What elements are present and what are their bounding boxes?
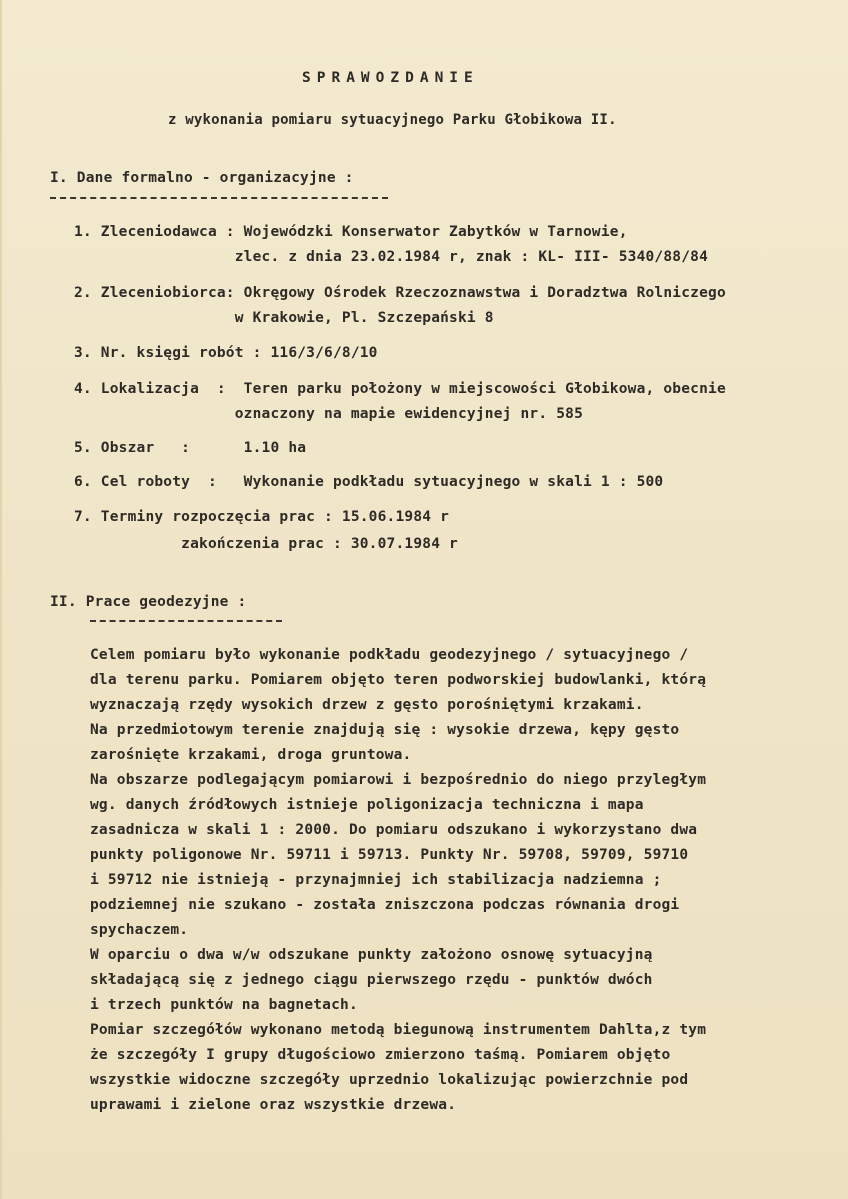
- geodetic-text-line: punkty poligonowe Nr. 59711 i 59713. Punkty Nr. 59708, 59709, 59710: [90, 847, 689, 863]
- formal-item-line: w Krakowie, Pl. Szczepański 8: [74, 310, 494, 326]
- geodetic-text-line: zarośnięte krzakami, droga gruntowa.: [90, 747, 412, 763]
- geodetic-text-line: wszystkie widoczne szczegóły uprzednio lokalizując powierzchnie pod: [90, 1072, 689, 1088]
- formal-item-line: 2. Zleceniobiorca: Okręgowy Ośrodek Rzeczoznawstwa i Doradztwa Rolniczego: [74, 285, 726, 301]
- geodetic-text-line: Celem pomiaru było wykonanie podkładu geodezyjnego / sytuacyjnego /: [90, 647, 689, 663]
- geodetic-text-line: wyznaczają rzędy wysokich drzew z gęsto porośniętymi krzakami.: [90, 697, 644, 713]
- formal-item-line: 4. Lokalizacja : Teren parku położony w miejscowości Głobikowa, obecnie: [74, 381, 726, 397]
- geodetic-text-line: dla terenu parku. Pomiarem objęto teren podworskiej budowlanki, którą: [90, 672, 707, 688]
- geodetic-text-line: zasadnicza w skali 1 : 2000. Do pomiaru odszukano i wykorzystano dwa: [90, 822, 698, 838]
- formal-item-line: 7. Terminy rozpoczęcia prac : 15.06.1984 r: [74, 509, 450, 525]
- document-subtitle: z wykonania pomiaru sytuacyjnego Parku Głobikowa II.: [168, 112, 617, 128]
- document-title: SPRAWOZDANIE: [302, 70, 479, 86]
- formal-item-line: zakończenia prac : 30.07.1984 r: [74, 536, 458, 552]
- geodetic-text-line: W oparciu o dwa w/w odszukane punkty założono osnowę sytuacyjną: [90, 947, 653, 963]
- formal-item-line: 3. Nr. księgi robót : 116/3/6/8/10: [74, 345, 378, 361]
- geodetic-text-line: i trzech punktów na bagnetach.: [90, 997, 358, 1013]
- section-heading-formal: I. Dane formalno - organizacyjne :: [50, 170, 354, 186]
- heading-underline: [50, 197, 388, 199]
- formal-item-line: 5. Obszar : 1.10 ha: [74, 440, 307, 456]
- geodetic-text-line: uprawami i zielone oraz wszystkie drzewa.: [90, 1097, 457, 1113]
- geodetic-text-line: Na przedmiotowym terenie znajdują się : wysokie drzewa, kępy gęsto: [90, 722, 680, 738]
- formal-item-line: 1. Zleceniodawca : Wojewódzki Konserwator Zabytków w Tarnowie,: [74, 224, 628, 240]
- geodetic-text-line: że szczegóły I grupy długościowo zmierzono taśmą. Pomiarem objęto: [90, 1047, 671, 1063]
- geodetic-text-line: i 59712 nie istnieją - przynajmniej ich stabilizacja nadziemna ;: [90, 872, 662, 888]
- formal-item-line: 6. Cel roboty : Wykonanie podkładu sytuacyjnego w skali 1 : 500: [74, 474, 664, 490]
- formal-item-line: zlec. z dnia 23.02.1984 r, znak : KL- III- 5340/88/84: [74, 249, 709, 265]
- geodetic-text-line: składającą się z jednego ciągu pierwszego rzędu - punktów dwóch: [90, 972, 653, 988]
- section-heading-geodetic: II. Prace geodezyjne :: [50, 594, 247, 610]
- geodetic-text-line: Pomiar szczegółów wykonano metodą biegunową instrumentem Dahlta,z tym: [90, 1022, 707, 1038]
- formal-item-line: oznaczony na mapie ewidencyjnej nr. 585: [74, 406, 583, 422]
- geodetic-text-line: podziemnej nie szukano - została zniszczona podczas równania drogi: [90, 897, 680, 913]
- geodetic-text-line: Na obszarze podlegającym pomiarowi i bezpośrednio do niego przyległym: [90, 772, 707, 788]
- geodetic-text-line: wg. danych źródłowych istnieje poligonizacja techniczna i mapa: [90, 797, 644, 813]
- geodetic-text-line: spychaczem.: [90, 922, 189, 938]
- heading-underline: [90, 620, 282, 622]
